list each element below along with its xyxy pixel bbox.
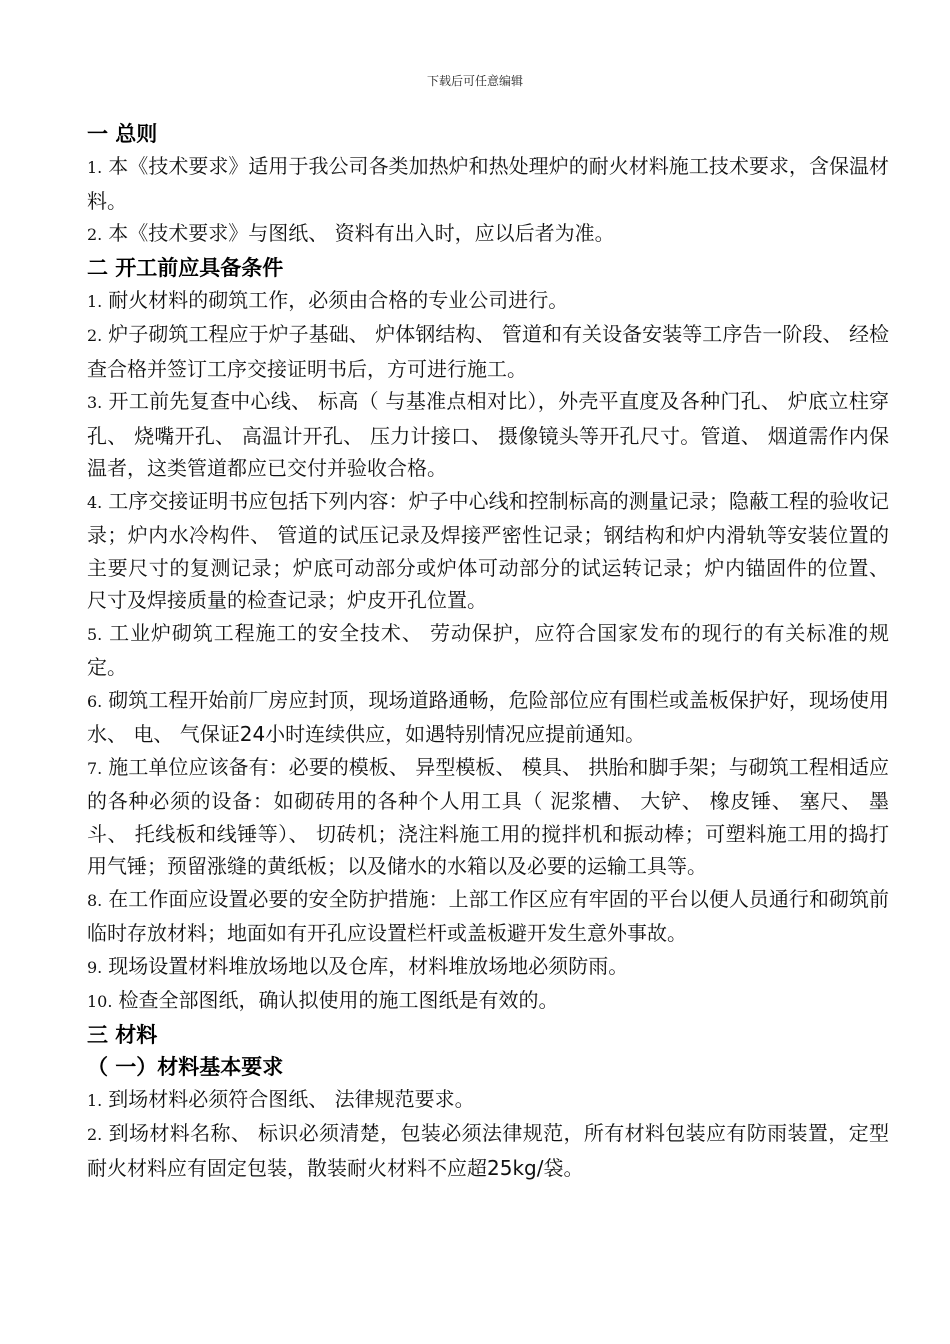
item-text: 施工单位应该备有：必要的模板、 异型模板、 模具、 拱胎和脚手架；与砌筑工程相适应的各种必须的设备：如砌砖用的各种个人用工具（ 泥浆槽、 大铲、 橡皮锤、 塞尺、 墨斗、 托线板和线锤等）、 切砖机；浇注料施工用的搅拌机和振动棒；可塑料施工用的捣打用气锤；预留涨缝的黄纸板；以及储水的水箱以及必要的运输工具等。 (87, 754, 889, 878)
item-number: 4. (87, 492, 103, 512)
item-number: 2. (87, 326, 103, 345)
item-text: 到场材料名称、 标识必须清楚，包装必须法律规范，所有材料包装应有防雨装置，定型耐火材料应有固定包装，散装耐火材料不应超25kg/袋。 (87, 1121, 889, 1180)
list-item (87, 485, 889, 617)
item-number: 2. (87, 1125, 103, 1144)
item-text: 到场材料必须符合图纸、 法律规范要求。 (108, 1086, 475, 1111)
item-number: 9. (87, 957, 103, 977)
item-text: 工业炉砌筑工程施工的安全技术、 劳动保护，应符合国家发布的现行的有关标准的规定。 (87, 620, 889, 679)
list-item (87, 1117, 889, 1184)
section-title-general: 一 总则 (87, 122, 158, 146)
list-item (87, 318, 889, 385)
list-item (87, 150, 889, 217)
item-text: 现场设置材料堆放场地以及仓库，材料堆放场地必须防雨。 (108, 953, 629, 978)
list-item (87, 617, 889, 684)
document-body (87, 118, 889, 1184)
list-item (87, 684, 889, 751)
item-text: 工序交接证明书应包括下列内容：炉子中心线和控制标高的测量记录；隐蔽工程的验收记录；炉内水冷构件、 管道的试压记录及焊接严密性记录；钢结构和炉内滑轨等安装位置的主要尺寸的复测记录；炉底可动部分或炉体可动部分的试运转记录；炉内锚固件的位置、 尺寸及焊接质量的检查记录；炉皮开孔位置。 (87, 488, 889, 612)
item-number: 10. (87, 992, 113, 1011)
item-text: 砌筑工程开始前厂房应封顶，现场道路通畅，危险部位应有围栏或盖板保护好，现场使用水、 电、 气保证24小时连续供应，如遇特别情况应提前通知。 (87, 687, 889, 746)
list-item (87, 1083, 889, 1118)
item-number: 1. (87, 291, 103, 311)
list-item (87, 950, 889, 985)
item-number: 1. (87, 158, 103, 177)
list-item (87, 284, 889, 319)
item-number: 6. (87, 691, 103, 711)
item-text: 本《技术要求》与图纸、 资料有出入时，应以后者为准。 (108, 221, 615, 245)
list-item (87, 385, 889, 485)
list-item (87, 751, 889, 883)
list-item (87, 217, 889, 252)
item-text: 检查全部图纸，确认拟使用的施工图纸是有效的。 (118, 988, 559, 1012)
item-number: 7. (87, 758, 103, 778)
item-text: 本《技术要求》适用于我公司各类加热炉和热处理炉的耐火材料施工技术要求，含保温材料。 (87, 154, 889, 213)
section-title-materials: 三 材料 (87, 1022, 158, 1047)
item-text: 在工作面应设置必要的安全防护措施：上部工作区应有牢固的平台以便人员通行和砌筑前临时存放材料；地面如有开孔应设置栏杆或盖板避开发生意外事故。 (87, 886, 889, 945)
item-number: 8. (87, 890, 103, 910)
subsection-title-basic-requirements: （ 一）材料基本要求 (87, 1054, 284, 1079)
page-header: 下载后可任意编辑 (426, 74, 523, 88)
item-number: 5. (87, 624, 103, 644)
item-text: 开工前先复查中心线、 标高（ 与基准点相对比），外壳平直度及各种门孔、 炉底立柱穿孔、 烧嘴开孔、 高温计开孔、 压力计接口、 摄像镜头等开孔尺寸。管道、 烟道需作内保温者，这类管道都应已交付并验收合格。 (87, 389, 889, 480)
item-text: 炉子砌筑工程应于炉子基础、 炉体钢结构、 管道和有关设备安装等工序告一阶段、 经检查合格并签订工序交接证明书后，方可进行施工。 (87, 322, 889, 381)
item-number: 2. (87, 225, 103, 244)
item-number: 1. (87, 1090, 103, 1110)
list-item (87, 984, 889, 1019)
item-text: 耐火材料的砌筑工作，必须由合格的专业公司进行。 (108, 287, 569, 312)
section-title-prerequisites: 二 开工前应具备条件 (87, 255, 284, 280)
item-number: 3. (87, 393, 103, 412)
list-item (87, 883, 889, 950)
